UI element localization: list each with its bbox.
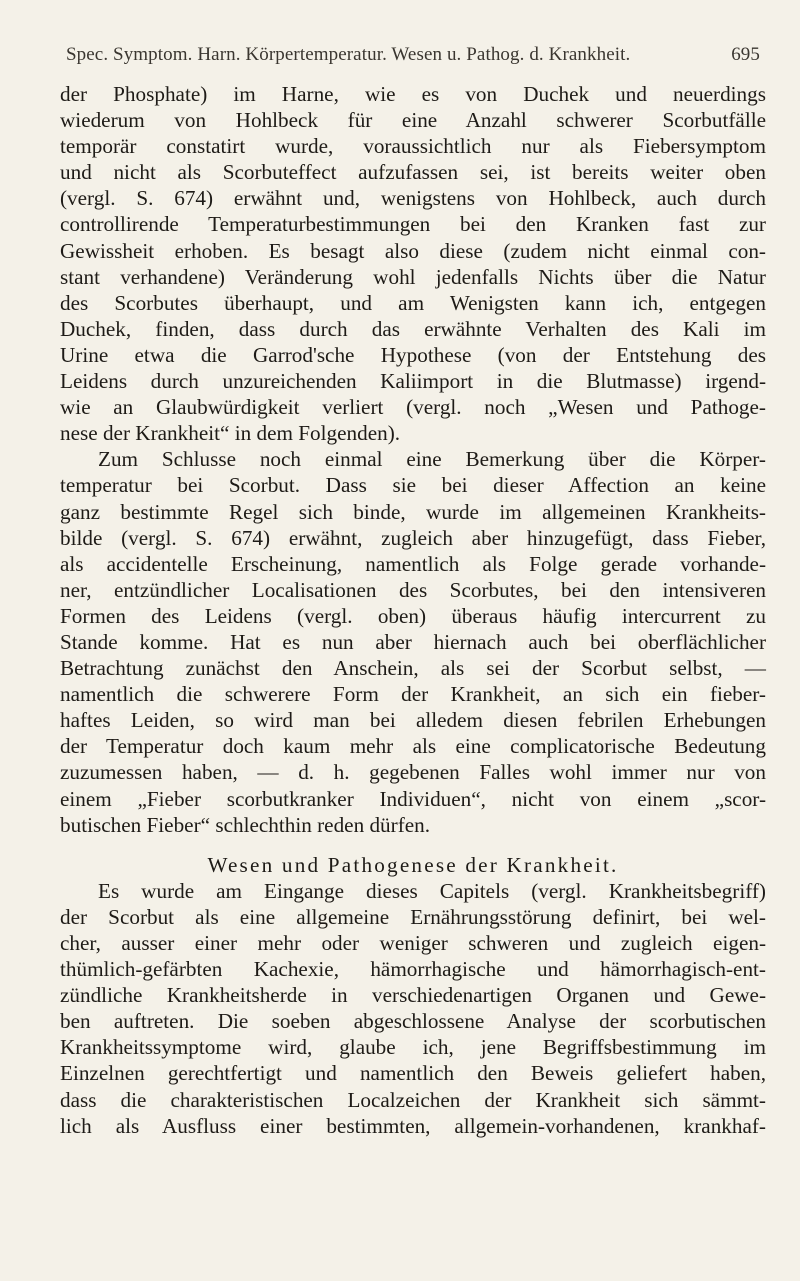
text-line: controllirende Temperaturbestimmungen bei den Kranken fast zur — [60, 212, 766, 237]
text-line: Es wurde am Eingange dieses Capitels (vergl. Krankheitsbegriff) — [98, 878, 766, 903]
book-page — [52, 0, 774, 1281]
text-line: der Scorbut als eine allgemeine Ernährungsstörung definirt, bei wel- — [60, 904, 766, 929]
text-line: cher, ausser einer mehr oder weniger schweren und zugleich eigen- — [60, 931, 766, 955]
text-line: temperatur bei Scorbut. Dass sie bei dieser Affection an keine — [60, 473, 766, 498]
text-line: ner, entzündlicher Localisationen des Scorbutes, bei den intensiveren — [60, 577, 766, 602]
text-line: thümlich-gefärbten Kachexie, hämorrhagische und hämorrhagisch-ent- — [60, 957, 766, 982]
text-line: Gewissheit erhoben. Es besagt also diese (zudem nicht einmal con- — [60, 238, 766, 263]
page-number: 695 — [731, 44, 760, 65]
section-heading: Wesen und Pathogenese der Krankheit. — [207, 852, 619, 877]
text-line: lich als Ausfluss einer bestimmten, allgemein-vorhandenen, krankhaf- — [60, 1113, 766, 1138]
text-line: nese der Krankheit“ in dem Folgenden). — [60, 421, 401, 446]
text-line: der Phosphate) im Harne, wie es von Duchek und neuerdings — [60, 82, 766, 106]
text-line: temporär constatirt wurde, voraussichtlich nur als Fiebersymptom — [60, 134, 766, 159]
text-line: des Scorbutes überhaupt, und am Wenigsten kann ich, entgegen — [60, 290, 766, 315]
running-head-title: Spec. Symptom. Harn. Körpertemperatur. Wesen u. Pathog. d. Krankheit. — [66, 44, 631, 65]
text-line: ben auftreten. Die soeben abgeschlossene Analyse der scorbutischen — [60, 1009, 766, 1034]
text-line: Krankheitssymptome wird, glaube ich, jene Begriffsbestimmung im — [60, 1035, 766, 1060]
text-line: butischen Fieber“ schlechthin reden dürfen. — [60, 812, 431, 837]
text-line: wie an Glaubwürdigkeit verliert (vergl. noch „Wesen und Pathoge- — [60, 395, 766, 420]
text-line: Einzelnen gerechtfertigt und namentlich den Beweis geliefert haben, — [60, 1061, 766, 1086]
text-line: Stande komme. Hat es nun aber hiernach auch bei oberflächlicher — [60, 629, 766, 654]
text-line: Leidens durch unzureichenden Kaliimport in die Blutmasse) irgend- — [60, 369, 766, 394]
text-line: einem „Fieber scorbutkranker Individuen“, nicht von einem „scor- — [60, 786, 766, 811]
text-line: namentlich die schwerere Form der Krankheit, an sich ein fieber- — [60, 682, 766, 707]
text-line: wiederum von Hohlbeck für eine Anzahl schwerer Scorbutfälle — [60, 108, 766, 133]
text-line: zündliche Krankheitsherde in verschiedenartigen Organen und Gewe- — [60, 983, 766, 1008]
running-head — [66, 44, 760, 66]
text-line: der Temperatur doch kaum mehr als eine complicatorische Bedeutung — [60, 734, 766, 759]
text-line: als accidentelle Erscheinung, namentlich als Folge gerade vorhande- — [60, 551, 766, 576]
text-line: Formen des Leidens (vergl. oben) überaus häufig intercurrent zu — [60, 603, 766, 628]
text-line: stant verhandene) Veränderung wohl jedenfalls Nichts über die Natur — [60, 264, 766, 289]
text-line: Zum Schlusse noch einmal eine Bemerkung über die Körper- — [98, 447, 766, 472]
text-line: bilde (vergl. S. 674) erwähnt, zugleich aber hinzugefügt, dass Fieber, — [60, 525, 766, 550]
text-line: haftes Leiden, so wird man bei alledem diesen febrilen Erhebungen — [60, 708, 766, 733]
text-line: Duchek, finden, dass durch das erwähnte Verhalten des Kali im — [60, 316, 766, 341]
text-line: (vergl. S. 674) erwähnt und, wenigstens von Hohlbeck, auch durch — [60, 186, 766, 211]
text-line: dass die charakteristischen Localzeichen der Krankheit sich sämmt- — [60, 1087, 766, 1112]
text-line: ganz bestimmte Regel sich binde, wurde im allgemeinen Krankheits- — [60, 499, 766, 524]
text-line: Urine etwa die Garrod'sche Hypothese (von der Entstehung des — [60, 342, 766, 367]
text-line: zuzumessen haben, — d. h. gegebenen Falles wohl immer nur von — [60, 760, 766, 785]
text-line: Betrachtung zunächst den Anschein, als sei der Scorbut selbst, — — [60, 656, 766, 681]
text-line: und nicht als Scorbuteffect aufzufassen sei, ist bereits weiter oben — [60, 160, 766, 185]
body-text — [60, 81, 766, 1139]
